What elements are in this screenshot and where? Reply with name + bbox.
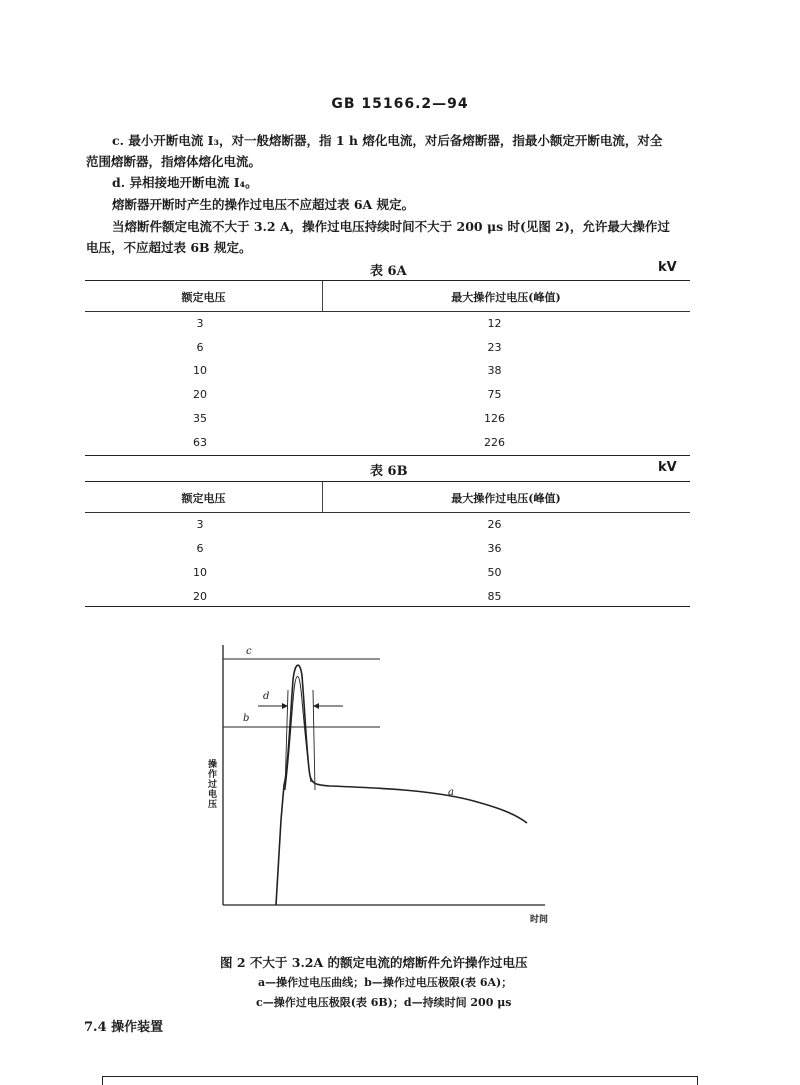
- item-c-line2: 范围熔断器，指熔体熔化电流。: [86, 154, 262, 169]
- table-6b-row-2-max: 36: [487, 542, 502, 555]
- table-6b-row-2-rated: 6: [196, 542, 204, 555]
- table-6b-row-3-max: 50: [487, 566, 502, 579]
- table-6b-row-1-max: 26: [487, 518, 502, 531]
- figure-label-d: d: [263, 691, 270, 702]
- rule-table-6a: 熔断器开断时产生的操作过电压不应超过表 6A 规定。: [112, 197, 415, 212]
- figure-2-legend-line2: c—操作过电压极限(表 6B)；d—持续时间 200 μs: [256, 996, 512, 1009]
- table-6b-unit: kV: [658, 460, 677, 475]
- table-6a-header-rated-voltage: 额定电压: [181, 291, 226, 304]
- item-c-line1: c. 最小开断电流 I₃，对一般熔断器，指 1 h 熔化电流，对后备熔断器，指最小额定开断电流，对全: [112, 133, 663, 148]
- table-6a-row-6-max: 226: [484, 436, 505, 449]
- table-6a-row-2-rated: 6: [196, 341, 204, 354]
- table-6b-row-3-rated: 10: [193, 566, 207, 579]
- table-6a-row-6-rated: 63: [193, 436, 207, 449]
- table-6b-caption: 表 6B: [370, 464, 408, 479]
- figure-label-b: b: [243, 713, 250, 724]
- table-6a-row-2-max: 23: [487, 341, 502, 354]
- rule-table-6b-line1: 当熔断件额定电流不大于 3.2 A，操作过电压持续时间不大于 200 μs 时(见图 2)，允许最大操作过: [112, 219, 670, 234]
- duration-bound-right: [313, 690, 315, 790]
- item-d: d. 异相接地开断电流 I₄。: [112, 175, 258, 190]
- table-6a-caption: 表 6A: [370, 264, 407, 279]
- table-6a-row-4-max: 75: [487, 388, 502, 401]
- figure-2-caption: 图 2 不大于 3.2A 的额定电流的熔断件允许操作过电压: [220, 955, 528, 970]
- figure-x-axis-label: 时间: [530, 915, 549, 925]
- figure-y-axis-label: 操作过电压: [208, 760, 218, 810]
- table-6a-row-5-rated: 35: [193, 412, 207, 425]
- duration-arrowhead-right: [313, 703, 319, 709]
- table-6b-row-4-max: 85: [487, 590, 502, 603]
- figure-label-c: c: [246, 646, 252, 657]
- table-6b-header-max-overvoltage: 最大操作过电压(峰值): [451, 492, 561, 505]
- table-6a-row-3-rated: 10: [193, 364, 207, 377]
- rule-table-6b-line2: 电压，不应超过表 6B 规定。: [86, 240, 252, 255]
- table-6b-row-1-rated: 3: [196, 518, 204, 531]
- table-6a-header-max-overvoltage: 最大操作过电压(峰值): [451, 291, 561, 304]
- table-6a-row-4-rated: 20: [193, 388, 207, 401]
- standard-code-header: GB 15166.2—94: [331, 96, 469, 112]
- table-6a-row-1-max: 12: [487, 317, 502, 330]
- table-6a-row-3-max: 38: [487, 364, 502, 377]
- table-6b-header-rated-voltage: 额定电压: [181, 492, 226, 505]
- figure-2-legend-line1: a—操作过电压曲线；b—操作过电压极限(表 6A)；: [258, 976, 513, 989]
- table-6b-row-4-rated: 20: [193, 590, 207, 603]
- figure-label-a: a: [448, 787, 454, 798]
- table-6a-unit: kV: [658, 260, 677, 275]
- table-6a-row-5-max: 126: [484, 412, 505, 425]
- table-6a-row-1-rated: 3: [196, 317, 204, 330]
- section-7-4-title: 7.4 操作装置: [84, 1020, 164, 1035]
